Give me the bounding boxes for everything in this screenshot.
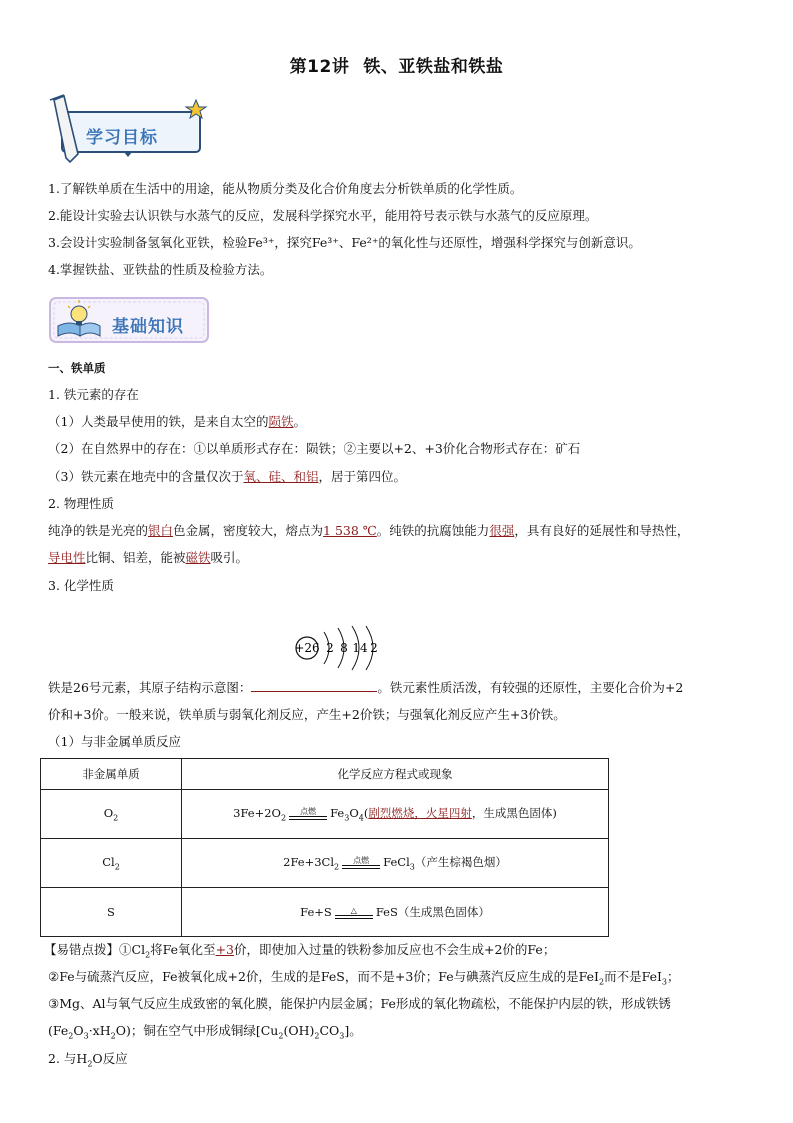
subscript: 3	[661, 977, 668, 987]
text: （生成黑色固体）	[397, 905, 490, 919]
answer-melting-point: 1 538 ℃	[323, 523, 377, 538]
subscript: 2	[280, 813, 287, 823]
objective-4: 4.掌握铁盐、亚铁盐的性质及检验方法。	[48, 262, 273, 277]
objectives-badge	[44, 94, 214, 164]
subheading-chemical: 3. 化学性质	[48, 578, 114, 593]
shell-1-electrons: 2	[326, 641, 334, 655]
text: CO	[319, 1023, 340, 1038]
table-row	[41, 790, 609, 839]
text: FeCl	[383, 855, 410, 870]
equation-left	[233, 806, 286, 822]
objectives-badge-label: 学习目标	[86, 128, 158, 148]
text: Fe	[330, 806, 345, 821]
text: 2. 与H	[48, 1051, 88, 1066]
existence-line-2: （2）在自然界中的存在：①以单质形式存在：陨铁；②主要以+2、+3价化合物形式存在：矿石	[48, 441, 581, 456]
text: 价，即使加入过量的铁粉参加反应也不会生成+2价的Fe；	[234, 942, 556, 957]
text: 纯净的铁是光亮的	[48, 523, 149, 538]
shell-4-electrons: 2	[370, 641, 378, 655]
chemical-line-2: 价和+3价。一般来说，铁单质与弱氧化剂反应，产生+2价铁；与强氧化剂反应产生+3价铁。	[48, 707, 566, 722]
text: （3）铁元素在地壳中的含量仅次于	[48, 469, 244, 484]
section-heading-iron: 一、铁单质	[48, 361, 106, 375]
tip-line-3: ③Mg、Al与氧气反应生成致密的氧化膜，能保护内层金属；Fe形成的氧化物疏松，不能保护内层的铁，形成铁锈	[48, 996, 671, 1011]
answer-phenomenon: 剧烈燃烧，火星四射	[368, 806, 472, 821]
substance-o2	[41, 790, 182, 839]
answer-very-strong: 很强	[489, 523, 515, 538]
basics-badge-label: 基础知识	[112, 317, 184, 337]
equation-right	[383, 854, 507, 871]
text: 比铜、铝差，能被	[85, 550, 186, 565]
equation	[300, 904, 490, 920]
subscript: 2	[145, 950, 151, 960]
answer-blank	[251, 679, 377, 692]
shell-3-electrons: 14	[352, 641, 368, 655]
reaction-arrow	[289, 807, 327, 820]
text: O反应	[92, 1051, 128, 1066]
subscript: 2	[114, 862, 120, 872]
text: ，生成黑色固体)	[471, 806, 557, 821]
equation	[233, 805, 557, 822]
heat-symbol: △	[350, 905, 357, 915]
text: （产生棕褐色烟）	[414, 855, 507, 870]
tip-line-4	[48, 1022, 362, 1046]
text: (Fe	[48, 1023, 69, 1038]
text: （1）人类最早使用的铁，是来自太空的	[48, 414, 269, 429]
existence-line-3	[48, 468, 406, 486]
equation-left	[283, 855, 339, 871]
subscript: 2	[110, 1031, 116, 1041]
subscript: 2	[314, 1031, 320, 1041]
answer-meteoric-iron: 陨铁	[268, 414, 294, 429]
basics-badge	[48, 294, 214, 352]
subscript: 3	[83, 1031, 89, 1041]
subscript: 2	[113, 813, 119, 823]
text: O	[103, 805, 114, 820]
answer-conductivity: 导电性	[48, 550, 86, 565]
text: 2Fe+3Cl	[283, 854, 335, 869]
nonmetal-reaction-heading: （1）与非金属单质反应	[48, 734, 181, 749]
physical-line-2	[48, 549, 248, 567]
text: (	[363, 806, 369, 821]
heart-icon	[124, 152, 132, 157]
existence-line-1	[48, 413, 306, 431]
subscript: 2	[87, 1059, 93, 1069]
table-header-row	[41, 759, 609, 790]
subscript: 3	[344, 813, 350, 823]
reaction-arrow	[342, 856, 380, 869]
text: ①Cl	[119, 942, 146, 957]
text: ②Fe与硫蒸汽反应，Fe被氧化成+2价，生成的是FeS，而不是+3价；Fe与碘蒸汽反应生成的是FeI	[48, 969, 599, 984]
text: ]。	[344, 1023, 362, 1038]
header-nonmetal: 非金属单质	[41, 759, 182, 790]
text: 。	[293, 414, 306, 429]
table-row	[41, 888, 609, 937]
equation	[283, 854, 507, 871]
text: ，居于第四位。	[318, 469, 406, 484]
subscript: 2	[334, 862, 340, 872]
text: 3Fe+2O	[233, 805, 281, 820]
text: ；	[667, 969, 680, 984]
lecture-number: 第12讲	[289, 57, 350, 77]
text: O	[349, 806, 359, 821]
physical-line-1	[48, 522, 689, 540]
text: Cl	[102, 854, 115, 869]
condition: 点燃	[353, 856, 370, 866]
equation-o2	[182, 790, 609, 839]
page-title	[0, 52, 793, 77]
text: 将Fe氧化至	[150, 942, 216, 957]
subscript: 2	[599, 977, 605, 987]
text: O	[73, 1023, 84, 1038]
answer-silver-white: 银白	[148, 523, 174, 538]
subscript: 2	[68, 1031, 74, 1041]
text: 吸引。	[210, 550, 249, 565]
reaction-arrow	[335, 906, 373, 919]
condition: 点燃	[300, 807, 317, 817]
lecture-topic: 铁、亚铁盐和铁盐	[363, 57, 504, 77]
text: 铁是26号元素，其原子结构示意图：	[48, 680, 252, 695]
subscript: 3	[409, 862, 415, 872]
nucleus-charge: +26	[294, 641, 320, 655]
text: ，具有良好的延展性和导热性，	[514, 523, 690, 538]
subscript: 3	[339, 1031, 345, 1041]
objective-2: 2.能设计实验去认识铁与水蒸气的反应，发展科学探究水平，能用符号表示铁与水蒸气的反应原理。	[48, 208, 598, 223]
text: 色金属，密度较大，熔点为	[173, 523, 324, 538]
objective-1: 1.了解铁单质在生活中的用途，能从物质分类及化合价角度去分析铁单质的化学性质。	[48, 181, 523, 196]
text: O)；铜在空气中形成铜绿[Cu	[115, 1023, 279, 1038]
shell-2-electrons: 8	[340, 641, 348, 655]
header-equation: 化学反应方程式或现象	[182, 759, 609, 790]
atom-structure-diagram	[290, 624, 400, 680]
equation-right	[376, 904, 490, 920]
equation-s	[182, 888, 609, 937]
equation-right	[330, 805, 557, 822]
table-row	[41, 839, 609, 888]
text: (OH)	[283, 1023, 315, 1038]
text: FeS	[375, 905, 398, 919]
tip-label: 【易错点拨】	[44, 942, 120, 957]
text: 。纯铁的抗腐蚀能力	[376, 523, 490, 538]
text: ·xH	[88, 1023, 111, 1038]
answer-magnet: 磁铁	[185, 550, 211, 565]
answer-crust-elements: 氧、硅、和铝	[243, 469, 319, 484]
subheading-physical: 2. 物理性质	[48, 496, 114, 511]
text: 而不是FeI	[604, 969, 662, 984]
objective-3: 3.会设计实验制备氢氧化亚铁，检验Fe³⁺，探究Fe³⁺、Fe²⁺的氧化性与还原性，增强科学探究与创新意识。	[48, 235, 641, 250]
subscript: 2	[278, 1031, 284, 1041]
subheading-existence: 1. 铁元素的存在	[48, 387, 139, 402]
equation-left: Fe+S	[300, 905, 332, 919]
substance-cl2	[41, 839, 182, 888]
answer-plus-three: +3	[215, 942, 234, 957]
subheading-water-reaction	[48, 1050, 128, 1074]
tip-line-2	[48, 968, 680, 992]
substance-s: S	[41, 888, 182, 937]
tip-line-1	[44, 941, 555, 965]
subscript: 4	[358, 813, 364, 823]
equation-cl2	[182, 839, 609, 888]
chemical-line-1	[48, 679, 683, 697]
nonmetal-reaction-table	[40, 758, 609, 937]
text: 。铁元素性质活泼，有较强的还原性，主要化合价为+2	[377, 680, 684, 695]
